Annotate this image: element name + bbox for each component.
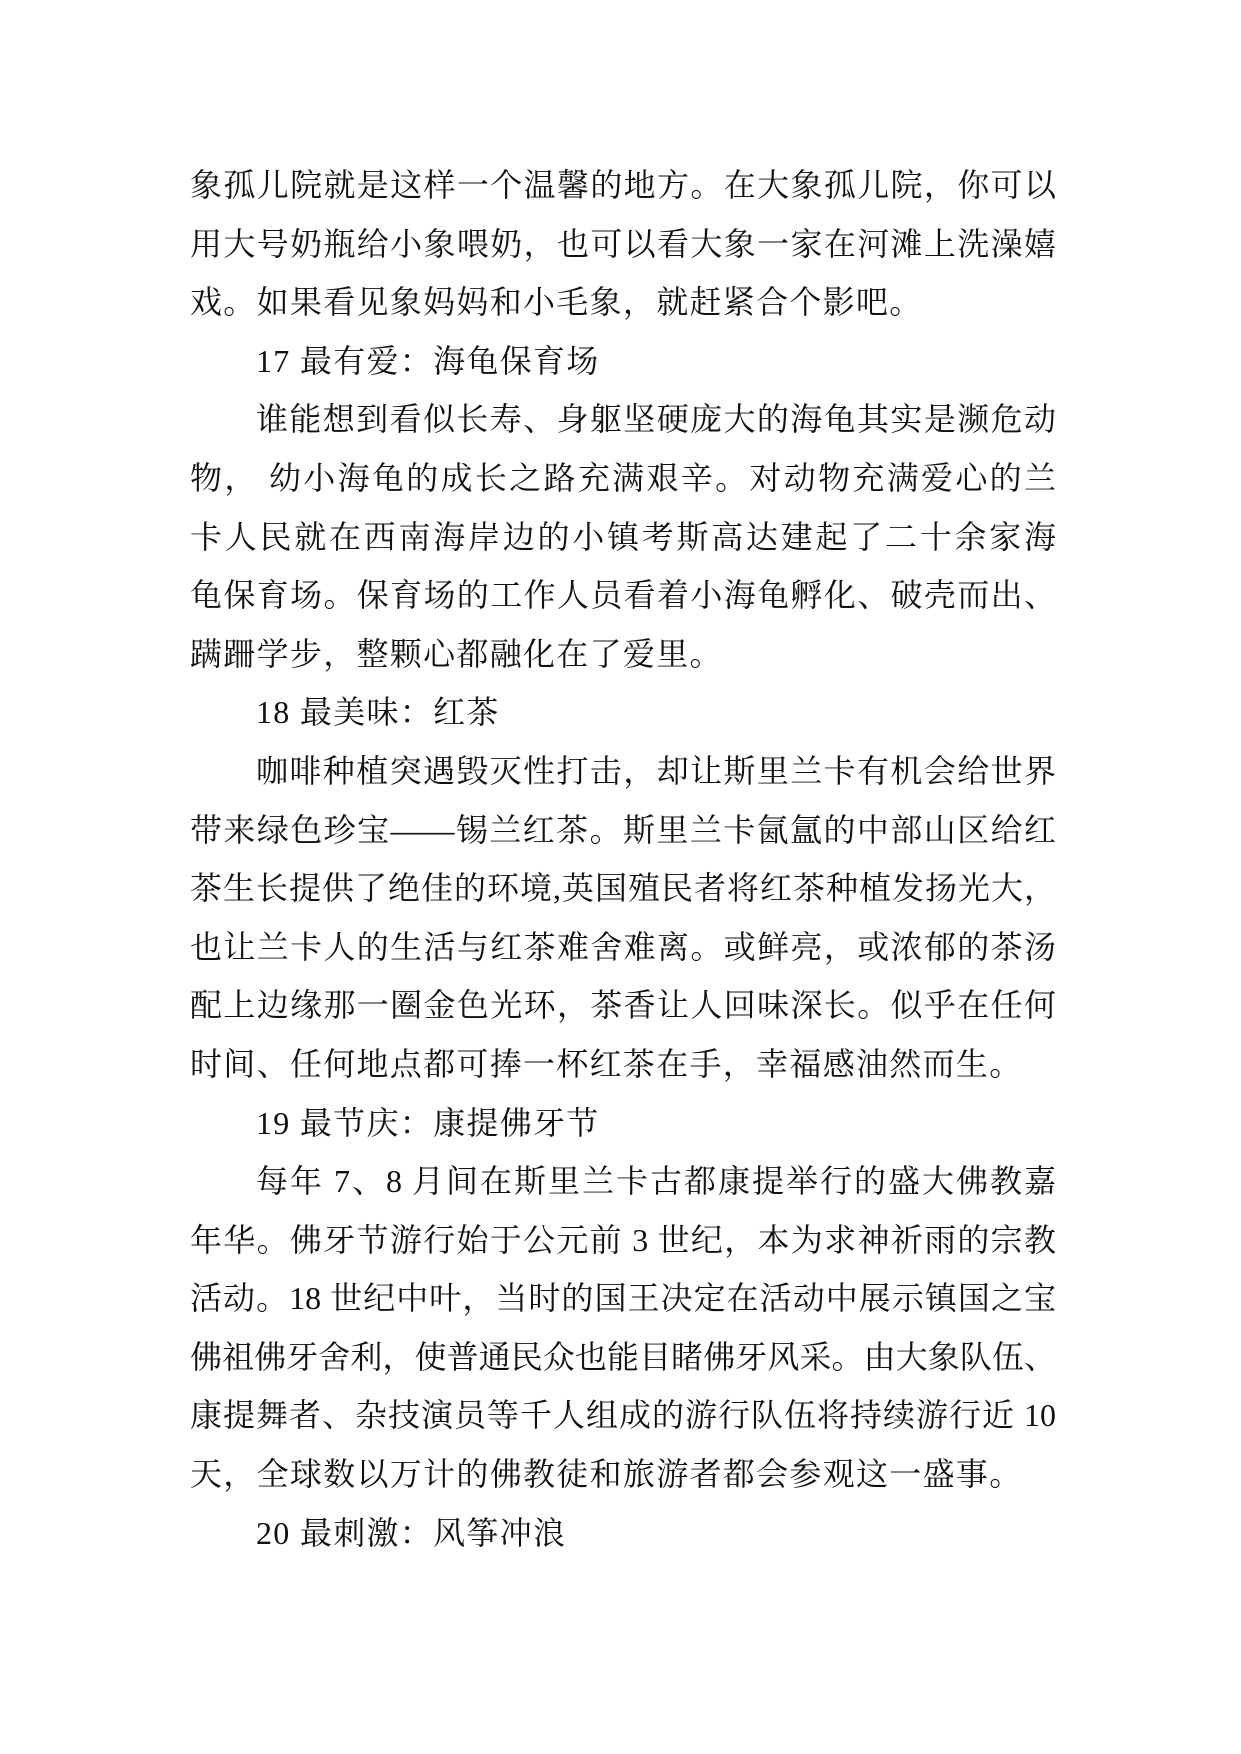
paragraph-line: 年华。佛牙节游行始于公元前 3 世纪，本为求神祈雨的宗教	[190, 1221, 1056, 1258]
paragraph-line: 物， 幼小海龟的成长之路充满艰辛。对动物充满爱心的兰	[190, 459, 1056, 496]
paragraph-line: 时间、任何地点都可捧一杯红茶在手，幸福感油然而生。	[190, 1045, 1023, 1082]
paragraph-line: 活动。18 世纪中叶，当时的国王决定在活动中展示镇国之宝	[190, 1280, 1056, 1317]
paragraph-line: 咖啡种植突遇毁灭性打击，却让斯里兰卡有机会给世界	[256, 752, 1056, 789]
paragraph-line: 每年 7、8 月间在斯里兰卡古都康提举行的盛大佛教嘉	[256, 1163, 1056, 1200]
paragraph-line: 带来绿色珍宝——锡兰红茶。斯里兰卡氤氲的中部山区给红	[190, 811, 1056, 848]
paragraph-line: 龟保育场。保育场的工作人员看着小海龟孵化、破壳而出、	[190, 577, 1056, 614]
paragraph-line: 天，全球数以万计的佛教徒和旅游者都会参观这一盛事。	[190, 1456, 1023, 1493]
section-heading: 17 最有爱：海龟保育场	[256, 342, 600, 379]
paragraph-elephant-orphanage	[190, 156, 1056, 332]
section-heading: 20 最刺激：风筝冲浪	[256, 1514, 567, 1551]
paragraph-line: 象孤儿院就是这样一个温馨的地方。在大象孤儿院，你可以	[190, 167, 1056, 203]
paragraph-turtle-hatchery	[190, 390, 1056, 683]
paragraph-line: 卡人民就在西南海岸边的小镇考斯高达建起了二十余家海	[190, 518, 1056, 555]
section-heading: 18 最美味：红茶	[256, 694, 500, 731]
paragraph-line: 康提舞者、杂技演员等千人组成的游行队伍将持续游行近 10	[190, 1397, 1056, 1434]
paragraph-black-tea	[190, 742, 1056, 1094]
paragraph-line: 佛祖佛牙舍利，使普通民众也能目睹佛牙风采。由大象队伍、	[190, 1338, 1056, 1375]
paragraph-line: 蹒跚学步，整颗心都融化在了爱里。	[190, 635, 723, 672]
paragraph-line: 用大号奶瓶给小象喂奶，也可以看大象一家在河滩上洗澡嬉	[190, 225, 1056, 262]
document-body	[190, 156, 1056, 1562]
paragraph-line: 配上边缘那一圈金色光环，茶香让人回味深长。似乎在任何	[190, 987, 1056, 1024]
section-heading: 19 最节庆：康提佛牙节	[256, 1104, 600, 1141]
paragraph-line: 谁能想到看似长寿、身躯坚硬庞大的海龟其实是濒危动	[256, 401, 1056, 438]
paragraph-tooth-festival	[190, 1152, 1056, 1504]
paragraph-line: 也让兰卡人的生活与红茶难舍难离。或鲜亮，或浓郁的茶汤	[190, 928, 1056, 965]
paragraph-line: 茶生长提供了绝佳的环境,英国殖民者将红茶种植发扬光大，	[190, 870, 1056, 907]
paragraph-line: 戏。如果看见象妈妈和小毛象，就赶紧合个影吧。	[190, 284, 923, 321]
